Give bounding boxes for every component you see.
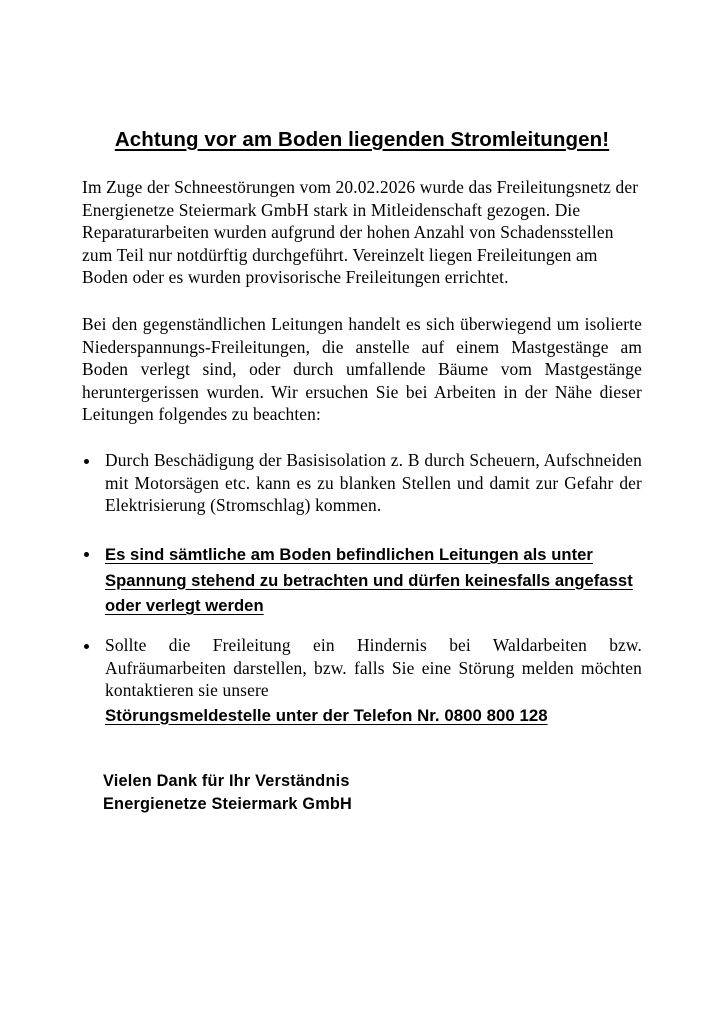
bullet-dot-icon bbox=[84, 449, 100, 472]
warning-line-3: oder verlegt werden bbox=[105, 596, 264, 615]
paragraph-line-description: Bei den gegenständlichen Leitungen handelt es sich überwiegend um isolierte Niederspannungs-Freileitungen, die anstelle auf einem Mastgestänge am Boden verlegt sind, oder durch umfallende Bäume vom Mastgestänge heruntergerissen wurden. Wir ersuchen Sie bei Arbeiten in der Nähe dieser Leitungen folgendes zu beachten: bbox=[82, 314, 642, 424]
signature-thanks: Vielen Dank für Ihr Verständnis bbox=[103, 772, 350, 790]
list-item-text bbox=[105, 634, 642, 729]
list-item bbox=[82, 542, 642, 619]
signature-block bbox=[103, 770, 352, 815]
warning-line-1: Es sind sämtliche am Boden befindlichen Leitungen als unter bbox=[105, 545, 593, 564]
warning-line-2: Spannung stehend zu betrachten und dürfen keinesfalls angefasst bbox=[105, 570, 633, 590]
bullet-dot-icon bbox=[84, 634, 100, 657]
bullet-dot-icon bbox=[84, 542, 100, 565]
list-item-text-emphasized bbox=[105, 542, 642, 619]
signature-company: Energienetze Steiermark GmbH bbox=[103, 794, 352, 813]
list-item bbox=[82, 634, 642, 729]
hotline-contact[interactable]: Störungsmeldestelle unter der Telefon Nr. 0800 800 128 bbox=[105, 705, 548, 725]
paragraph-intro: Im Zuge der Schneestörungen vom 20.02.2026 wurde das Freileitungsnetz der Energienetze Steiermark GmbH stark in Mitleidenschaft gezogen. Die Reparaturarbeiten wurden aufgrund der hohen Anzahl von Schadensstellen zum Teil nur notdürftig durchgeführt. Vereinzelt liegen Freileitungen am Boden oder es wurden provisorische Freileitungen errichtet. bbox=[82, 177, 639, 287]
list-item bbox=[82, 449, 642, 517]
list-item-text: Durch Beschädigung der Basisisolation z. B durch Scheuern, Aufschneiden mit Motorsägen etc. kann es zu blanken Stellen und damit zur Gefahr der Elektrisierung (Stromschlag) kommen. bbox=[105, 450, 642, 515]
page-title: Achtung vor am Boden liegenden Stromleitungen! bbox=[114, 128, 610, 151]
list-item-body-text: Sollte die Freileitung ein Hindernis bei Waldarbeiten bzw. Aufräumarbeiten darstellen, bzw. falls Sie eine Störung melden möchten kontaktieren sie unsere bbox=[105, 635, 642, 700]
